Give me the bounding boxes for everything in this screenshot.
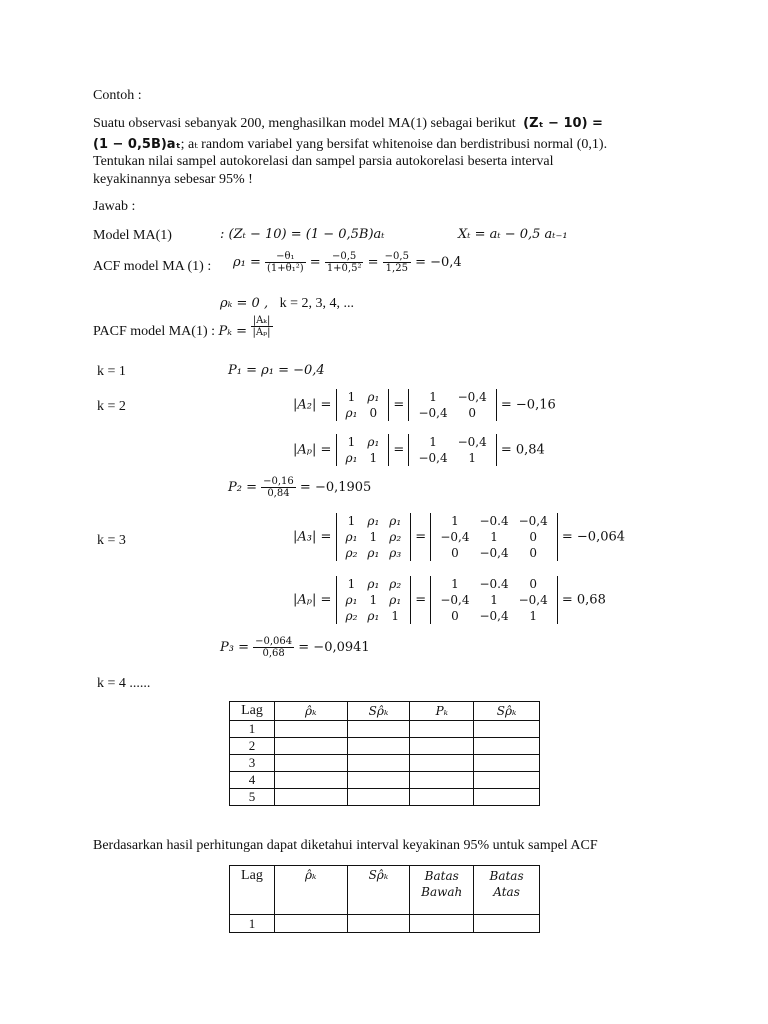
- matrix-cell: 1: [369, 530, 378, 544]
- empty-cell: [274, 721, 347, 738]
- empty-cell: [410, 789, 474, 806]
- matrix-cell: 1: [369, 451, 378, 465]
- problem-line-4: keyakinannya sebesar 95% !: [93, 172, 253, 187]
- acf-f2-den: 1+0,5²: [326, 263, 362, 274]
- col-batas-bawah: [410, 866, 474, 915]
- rho1-symbol: ρ₁ =: [233, 255, 261, 270]
- problem-line-2: [93, 136, 607, 153]
- ap-symbolic-determinant: [336, 434, 390, 466]
- matrix-row: [435, 576, 552, 592]
- empty-cell: [274, 915, 347, 933]
- p2-num: −0,16: [263, 476, 294, 487]
- problem-equation-1: (Zₜ − 10) =: [523, 116, 603, 131]
- col-lag: Lag: [230, 866, 275, 915]
- problem-line-3: Tentukan nilai sampel autokorelasi dan sampel parsia autokorelasi beserta interval: [93, 154, 554, 169]
- empty-cell: [347, 755, 410, 772]
- table-row: [230, 755, 540, 772]
- empty-cell: [474, 915, 540, 933]
- matrix-cell: 1: [347, 514, 356, 528]
- problem-text-1: Suatu observasi sebanyak 200, menghasilkan model MA(1) sebagai berikut: [93, 116, 516, 131]
- matrix-cell: ρ₁: [389, 514, 402, 528]
- matrix-cell: 0: [529, 530, 537, 544]
- empty-cell: [474, 721, 540, 738]
- empty-cell: [474, 789, 540, 806]
- matrix-cell: ρ₁: [345, 406, 358, 420]
- lag-cell: 3: [230, 755, 275, 772]
- matrix-cell: 1: [490, 593, 498, 607]
- k2-ap-equation: |Aₚ| = 1 ρ₁ ρ₁ 1 = 1 −0,4 −0,4 1 = 0,84: [293, 435, 545, 465]
- k3-a3-equation: |A₃| = 1 ρ₁ ρ₁ ρ₁ 1 ρ₂ ρ₂ ρ₁ ρ₃ = 1 −0.4 −0,4 −0,4 1 0 0 −0,4 0 = −0,064: [293, 514, 626, 560]
- matrix-cell: ρ₁: [345, 593, 358, 607]
- matrix-cell: 1: [451, 514, 459, 528]
- matrix-cell: ρ₂: [389, 530, 402, 544]
- table-row: [230, 738, 540, 755]
- matrix-cell: ρ₁: [345, 530, 358, 544]
- matrix-cell: 0: [451, 546, 459, 560]
- pacf-fraction: [251, 315, 273, 338]
- k2-label: k = 2: [97, 399, 126, 414]
- empty-cell: [347, 772, 410, 789]
- acf-fraction-3: [383, 251, 411, 274]
- results-table: [229, 701, 540, 806]
- empty-cell: [410, 738, 474, 755]
- ap-numeric-determinant: [408, 434, 496, 466]
- table-row: [230, 721, 540, 738]
- p2-equation: [228, 476, 371, 499]
- empty-cell: [410, 721, 474, 738]
- matrix-cell: ρ₃: [389, 546, 402, 560]
- matrix-cell: 1: [347, 390, 356, 404]
- col-batas-atas: [474, 866, 540, 915]
- matrix-row: [435, 545, 552, 561]
- matrix-cell: 0: [468, 406, 476, 420]
- rhok-note: k = 2, 3, 4, ...: [279, 296, 354, 311]
- matrix-cell: 0: [529, 577, 537, 591]
- matrix-cell: −0.4: [479, 514, 509, 528]
- matrix-cell: 0: [369, 406, 378, 420]
- problem-equation-2: (1 − 0,5B)aₜ: [93, 137, 181, 152]
- matrix-cell: −0,4: [518, 514, 548, 528]
- a2-numeric-determinant: [408, 389, 496, 421]
- model-label: Model MA(1): [93, 228, 172, 243]
- empty-cell: [274, 738, 347, 755]
- p2-den: 0,84: [267, 488, 290, 499]
- pacf-line: [93, 315, 273, 340]
- col-rho-hat: ρ̂ₖ: [274, 702, 347, 721]
- matrix-cell: −0,4: [440, 530, 470, 544]
- acf-f1-den: (1+θ₁²): [267, 263, 304, 274]
- matrix-cell: 0: [529, 546, 537, 560]
- matrix-cell: −0,4: [479, 546, 509, 560]
- lag-cell: 5: [230, 789, 275, 806]
- matrix-cell: 1: [369, 593, 378, 607]
- matrix-cell: ρ₁: [389, 593, 402, 607]
- matrix-row: [413, 405, 491, 421]
- matrix-row: [341, 450, 385, 466]
- col-s-pk: Sρ̂ₖ: [474, 702, 540, 721]
- matrix-row: [413, 389, 491, 405]
- acf-label: ACF model MA (1) :: [93, 259, 212, 274]
- empty-cell: [274, 789, 347, 806]
- matrix-cell: −0,4: [418, 406, 448, 420]
- a2-result: = −0,16: [500, 397, 556, 413]
- acf-fraction-2: [325, 251, 364, 274]
- col-pk: Pₖ: [410, 702, 474, 721]
- table-row: [230, 789, 540, 806]
- p3-result: = −0,0941: [298, 640, 370, 655]
- matrix-cell: 1: [347, 435, 356, 449]
- table-row: [230, 772, 540, 789]
- empty-cell: [347, 738, 410, 755]
- example-heading: Contoh :: [93, 88, 142, 103]
- ap-symbol: |Aₚ| =: [293, 442, 332, 458]
- a3-result: = −0,064: [561, 529, 626, 545]
- matrix-row: [341, 576, 407, 592]
- acf-f1-num: −θ₁: [265, 251, 306, 263]
- acf-f3-num: −0,5: [384, 251, 409, 262]
- p2-result: = −0,1905: [299, 480, 372, 495]
- matrix-row: [341, 545, 407, 561]
- acf-f3-den: 1,25: [385, 263, 408, 274]
- a3-symbol: |A₃| =: [293, 529, 332, 545]
- answer-label: Jawab :: [93, 199, 136, 214]
- batas-atas-line1: Batas: [489, 869, 524, 883]
- matrix-row: [413, 434, 491, 450]
- matrix-row: [341, 513, 407, 529]
- col-s-rho-hat: Sρ̂ₖ: [347, 866, 410, 915]
- p3-den: 0,68: [262, 648, 285, 659]
- matrix-cell: ρ₁: [367, 390, 380, 404]
- k3-label: k = 3: [97, 533, 126, 548]
- matrix-cell: −0,4: [457, 390, 487, 404]
- model-equation: : (Zₜ − 10) = (1 − 0,5B)aₜ: [220, 227, 385, 242]
- pacf-den: |Aₚ|: [252, 327, 271, 339]
- matrix-cell: 1: [529, 609, 537, 623]
- col-rho-hat: ρ̂ₖ: [274, 866, 347, 915]
- matrix-cell: −0,4: [457, 435, 487, 449]
- empty-cell: [474, 755, 540, 772]
- lag-cell: 4: [230, 772, 275, 789]
- p3-num: −0,064: [255, 636, 293, 647]
- empty-cell: [274, 755, 347, 772]
- ap3-numeric-determinant: [430, 576, 557, 624]
- lag-cell: 2: [230, 738, 275, 755]
- interval-table: [229, 865, 540, 933]
- batas-bawah-line2: Bawah: [421, 885, 463, 899]
- matrix-cell: 1: [490, 530, 498, 544]
- matrix-cell: 1: [429, 435, 437, 449]
- matrix-cell: −0.4: [479, 577, 509, 591]
- k3-ap-equation: |Aₚ| = 1 ρ₁ ρ₂ ρ₁ 1 ρ₁ ρ₂ ρ₁ 1 = 1 −0.4 0 −0,4 1 −0,4 0 −0,4 1 = 0,68: [293, 577, 606, 623]
- matrix-row: [413, 450, 491, 466]
- p2-fraction: [261, 476, 296, 499]
- matrix-row: [435, 529, 552, 545]
- matrix-cell: ρ₁: [367, 577, 380, 591]
- pacf-label: PACF model MA(1) :: [93, 324, 216, 339]
- matrix-cell: 1: [347, 577, 356, 591]
- p3-fraction: [253, 636, 294, 659]
- ap3-result: = 0,68: [561, 592, 606, 608]
- matrix-row: [341, 389, 385, 405]
- batas-atas-line2: Atas: [493, 885, 520, 899]
- matrix-cell: 1: [391, 609, 400, 623]
- matrix-cell: 1: [451, 577, 459, 591]
- empty-cell: [474, 738, 540, 755]
- matrix-cell: ρ₁: [367, 435, 380, 449]
- a3-symbolic-determinant: [336, 513, 412, 561]
- matrix-cell: ρ₁: [367, 514, 380, 528]
- rhok-line: [220, 296, 354, 312]
- results-table-header: [230, 702, 540, 721]
- a2-symbolic-determinant: [336, 389, 390, 421]
- empty-cell: [274, 772, 347, 789]
- empty-cell: [410, 772, 474, 789]
- pk-symbol: Pₖ =: [218, 324, 248, 339]
- batas-bawah-line1: Batas: [424, 869, 459, 883]
- acf-result: = −0,4: [415, 255, 462, 270]
- empty-cell: [410, 915, 474, 933]
- p3-symbol: P₃ =: [220, 640, 249, 655]
- empty-cell: [347, 789, 410, 806]
- pacf-num: |Aₖ|: [251, 315, 273, 327]
- k4-label: k = 4 ......: [97, 676, 151, 691]
- ap-result: = 0,84: [500, 442, 545, 458]
- matrix-cell: −0,4: [440, 593, 470, 607]
- matrix-cell: ρ₂: [345, 546, 358, 560]
- matrix-cell: ρ₂: [345, 609, 358, 623]
- matrix-row: [435, 513, 552, 529]
- p2-symbol: P₂ =: [228, 480, 257, 495]
- conclusion-text: Berdasarkan hasil perhitungan dapat diketahui interval keyakinan 95% untuk sampel ACF: [93, 838, 598, 853]
- lag-cell: 1: [230, 915, 275, 933]
- matrix-cell: 1: [429, 390, 437, 404]
- matrix-row: [341, 405, 385, 421]
- ap3-symbolic-determinant: [336, 576, 412, 624]
- table-row: [230, 915, 540, 933]
- interval-table-header: [230, 866, 540, 915]
- matrix-cell: ρ₁: [345, 451, 358, 465]
- problem-line-1: [93, 116, 603, 132]
- matrix-cell: ρ₁: [367, 546, 380, 560]
- matrix-cell: −0,4: [418, 451, 448, 465]
- matrix-cell: 0: [451, 609, 459, 623]
- p3-equation: [220, 636, 370, 659]
- ap3-symbol: |Aₚ| =: [293, 592, 332, 608]
- col-lag: Lag: [230, 702, 275, 721]
- matrix-cell: ρ₁: [367, 609, 380, 623]
- k2-a2-equation: |A₂| = 1 ρ₁ ρ₁ 0 = 1 −0,4 −0,4 0 = −0,16: [293, 390, 556, 420]
- matrix-row: [435, 592, 552, 608]
- empty-cell: [347, 721, 410, 738]
- matrix-row: [341, 434, 385, 450]
- matrix-row: [341, 529, 407, 545]
- rhok-equation: ρₖ = 0 ,: [220, 296, 269, 311]
- lag-cell: 1: [230, 721, 275, 738]
- empty-cell: [347, 915, 410, 933]
- acf-equation: [233, 251, 462, 274]
- matrix-cell: −0,4: [479, 609, 509, 623]
- equals-sign: =: [367, 255, 379, 270]
- problem-text-2: ; aₜ random variabel yang bersifat whitenoise dan berdistribusi normal (0,1).: [180, 137, 608, 152]
- matrix-row: [341, 592, 407, 608]
- col-s-rho-hat: Sρ̂ₖ: [347, 702, 410, 721]
- a2-symbol: |A₂| =: [293, 397, 332, 413]
- acf-f2-num: −0,5: [325, 251, 364, 263]
- equals-sign: =: [309, 255, 321, 270]
- empty-cell: [474, 772, 540, 789]
- k1-equation: P₁ = ρ₁ = −0,4: [228, 363, 325, 378]
- matrix-row: [341, 608, 407, 624]
- a3-numeric-determinant: [430, 513, 557, 561]
- matrix-row: [435, 608, 552, 624]
- matrix-cell: −0,4: [518, 593, 548, 607]
- empty-cell: [410, 755, 474, 772]
- xt-equation: Xₜ = aₜ − 0,5 aₜ₋₁: [458, 227, 568, 242]
- k1-label: k = 1: [97, 364, 126, 379]
- matrix-cell: 1: [468, 451, 476, 465]
- matrix-cell: ρ₂: [389, 577, 402, 591]
- acf-fraction-1: [265, 251, 306, 274]
